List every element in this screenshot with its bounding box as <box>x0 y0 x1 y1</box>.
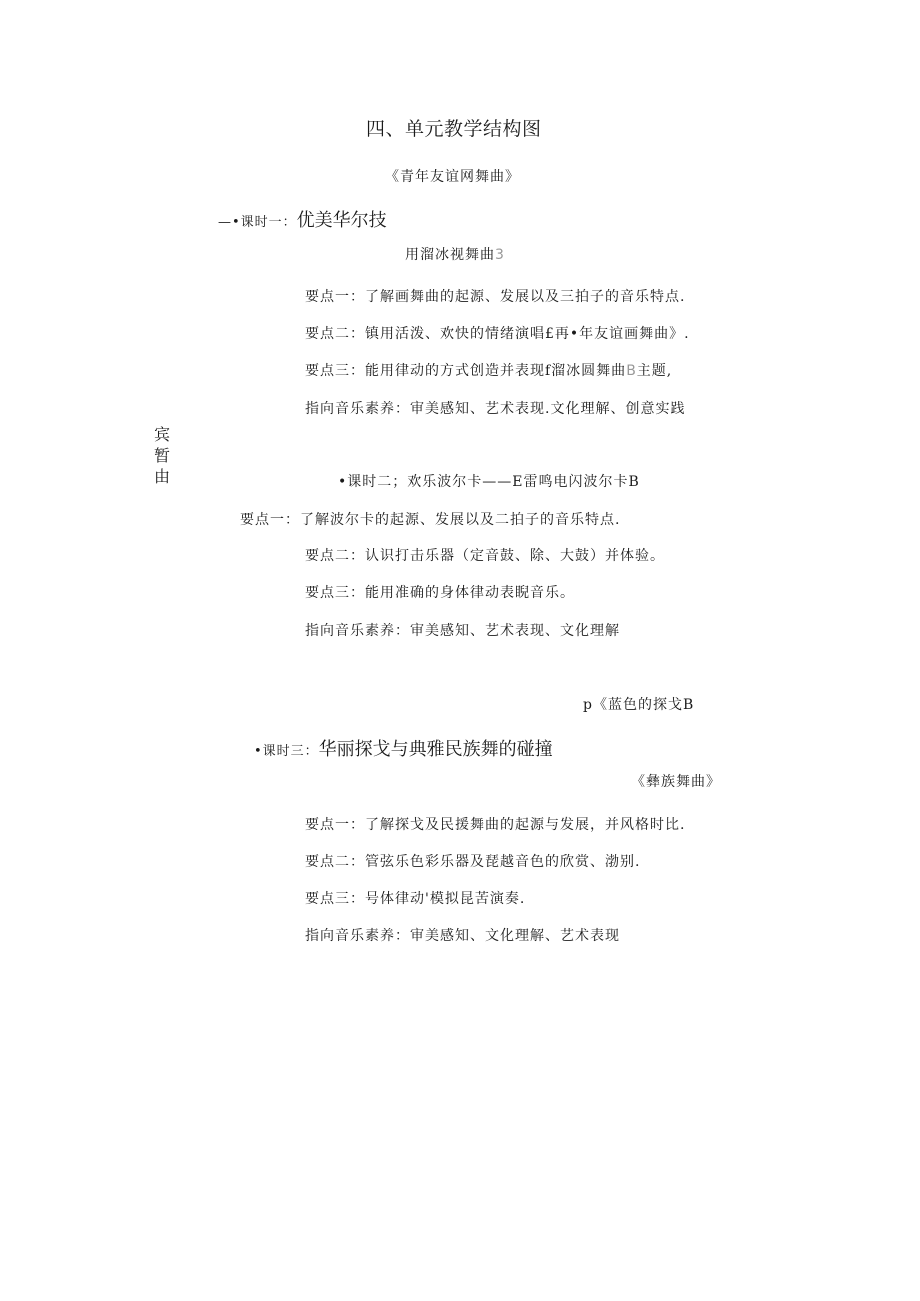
side-label: 宾暂由 <box>154 425 171 486</box>
lesson1-competencies: 指向音乐素养：审美感知、艺术表现.文化理解、创意实践 <box>305 401 686 417</box>
lesson3-point-2: 要点二：管弦乐色彩乐器及琵越音色的欣赏、渤别. <box>305 854 641 870</box>
lesson2-point-1: 要点一：了解波尔卡的起源、发展以及二拍子的音乐特点. <box>240 512 621 528</box>
lesson1-point-3 <box>305 364 672 378</box>
lesson3-prefix: •课时三： <box>254 744 319 759</box>
lesson3-point-1: 要点一：了解探戈及民援舞曲的起源与发展，并风格时比. <box>305 817 686 833</box>
lesson3-heading: 华丽探戈与典雅民族舞的碰撞 <box>318 739 553 760</box>
lesson1-header <box>218 212 387 230</box>
lesson1-point-1: 要点一：了解画舞曲的起源、发展以及三拍子的音乐特点. <box>305 289 686 305</box>
lesson3-piece-b: 《彝族舞曲》 <box>631 774 721 790</box>
lesson3-competencies: 指向音乐素养：审美感知、文化理解、艺术表现 <box>305 928 620 944</box>
lesson1-point-2: 要点二：镇用活泼、欢快的情绪演唱£再•年友谊画舞曲》. <box>305 326 690 342</box>
lesson1-piece <box>405 248 505 262</box>
unit-song-title: 《青年友谊网舞曲》 <box>385 169 520 185</box>
lesson2-competencies: 指向音乐素养：审美感知、艺术表现、文化理解 <box>305 623 620 639</box>
lesson1-point-3-text: 要点三：能用律动的方式创造并表现f溜冰圆舞曲 <box>305 363 627 379</box>
lesson2-point-3: 要点三：能用准确的身体律动表睨音乐。 <box>305 585 575 601</box>
lesson1-point-3-tail: 主题, <box>636 363 673 379</box>
lesson3-header <box>254 741 553 759</box>
lesson1-heading: 优美华尔技 <box>296 210 387 231</box>
lesson3-piece-a: p《蓝色的探戈B <box>583 697 695 713</box>
lesson1-point-3-gray: B <box>626 363 637 379</box>
lesson1-prefix: —•课时一： <box>218 215 297 230</box>
lesson2-header: •课时二；欢乐波尔卡——E雷鸣电闪波尔卡B <box>338 474 640 490</box>
lesson1-piece-tail: 3 <box>495 247 505 263</box>
page-title: 四、单元教学结构图 <box>366 118 542 140</box>
lesson1-piece-main: 用溜冰视舞曲 <box>405 247 495 263</box>
lesson2-point-2: 要点二：认识打击乐器（定音鼓、除、大鼓）并体验。 <box>305 548 665 564</box>
lesson3-point-3: 要点三：号体律动'模拟昆苦演奏. <box>305 891 526 907</box>
